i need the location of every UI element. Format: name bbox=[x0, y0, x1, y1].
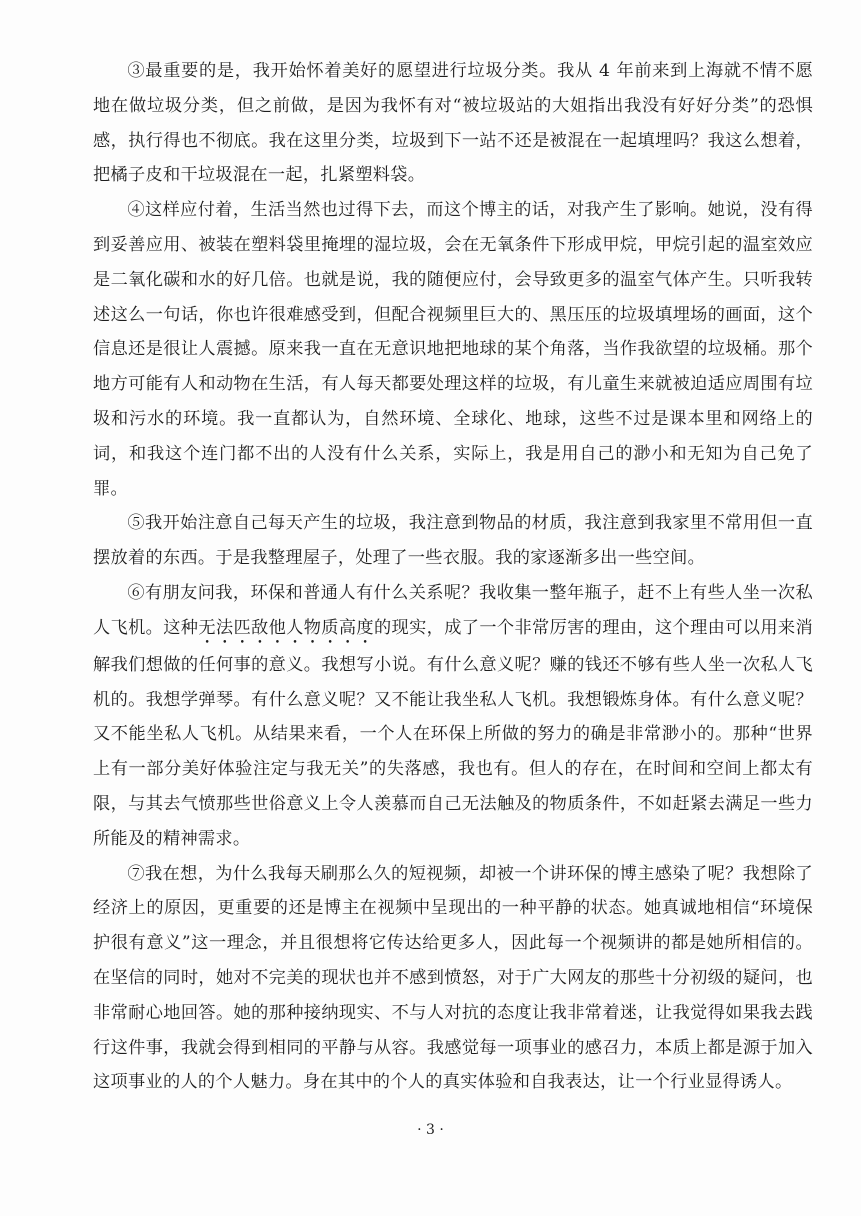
emphasized-phrase: 无法匹敌他人物质高度 bbox=[198, 617, 374, 638]
paragraph-6-start: ⑥有朋友问我，环保和普通人有什么关系呢？我收集一整年瓶子，赶不上有些人坐一次私人飞机。这种 bbox=[93, 582, 813, 638]
paragraph-5: ⑤我开始注意自己每天产生的垃圾，我注意到物品的材质，我注意到我家里不常用但一直摆放着的东西。于是我整理屋子，处理了一些衣服。我的家逐渐多出一些空间。 bbox=[93, 513, 813, 569]
paragraph-4: ④这样应付着，生活当然也过得下去，而这个博主的话，对我产生了影响。她说，没有得到妥善应用、被装在塑料袋里掩埋的湿垃圾，会在无氧条件下形成甲烷，甲烷引起的温室效应是二氧化碳和水的好几倍。也就是说，我的随便应付，会导致更多的温室气体产生。只听我转述这么一句话，你也许很难感受到，但配合视频里巨大的、黑压压的垃圾填埋场的画面，这个信息还是很让人震撼。原来我一直在无意识地把地球的某个角落，当作我欲望的垃圾桶。那个地方可能有人和动物在生活，有人每天都要处理这样的垃圾，有儿童生来就被迫适应周围有垃圾和污水的环境。我一直都认为，自然环境、全球化、地球，这些不过是课本里和网络上的词，和我这个连门都不出的人没有什么关系，实际上，我是用自己的渺小和无知为自己免了罪。 bbox=[93, 200, 813, 499]
paragraph-3: ③最重要的是，我开始怀着美好的愿望进行垃圾分类。我从 4 年前来到上海就不情不愿地在做垃圾分类，但之前做，是因为我怀有对“被垃圾站的大姐指出我没有好好分类”的恐惧感，执行得也不彻底。我在这里分类，垃圾到下一站不还是被混在一起填埋吗？我这么想着，把橘子皮和干垃圾混在一起，扎紧塑料袋。 bbox=[93, 61, 813, 186]
page-number: · 3 · bbox=[417, 1122, 444, 1138]
paragraph-6-end: 的现实，成了一个非常厉害的理由，这个理由可以用来消解我们想做的任何事的意义。我想写小说。有什么意义呢？赚的钱还不够有些人坐一次私人飞机的。我想学弹琴。有什么意义呢？又不能让我坐私人飞机。我想锻炼身体。有什么意义呢？又不能坐私人飞机。从结果来看，一个人在环保上所做的努力的确是非常渺小的。那种“世界上有一部分美好体验注定与我无关”的失落感，我也有。但人的存在，在时间和空间上都太有限，与其去气愤那些世俗意义上令人羡慕而自己无法触及的物质条件，不如赶紧去满足一些力所能及的精神需求。 bbox=[93, 617, 813, 849]
paragraph-7: ⑦我在想，为什么我每天刷那么久的短视频，却被一个讲环保的博主感染了呢？我想除了经济上的原因，更重要的还是博主在视频中呈现出的一种平静的状态。她真诚地相信“环境保护很有意义”这一理念，并且很想将它传达给更多人，因此每一个视频讲的都是她所相信的。在坚信的同时，她对不完美的现状也并不感到愤怒，对于广大网友的那些十分初级的疑问，也非常耐心地回答。她的那种接纳现实、不与人对抗的态度让我非常着迷，让我觉得如果我去践行这件事，我就会得到相同的平静与从容。我感觉每一项事业的感召力，本质上都是源于加入这项事业的人的个人魅力。身在其中的个人的真实体验和自我表达，让一个行业显得诱人。 bbox=[93, 863, 813, 1093]
paragraph-6 bbox=[93, 576, 813, 857]
article-body bbox=[93, 54, 813, 1100]
